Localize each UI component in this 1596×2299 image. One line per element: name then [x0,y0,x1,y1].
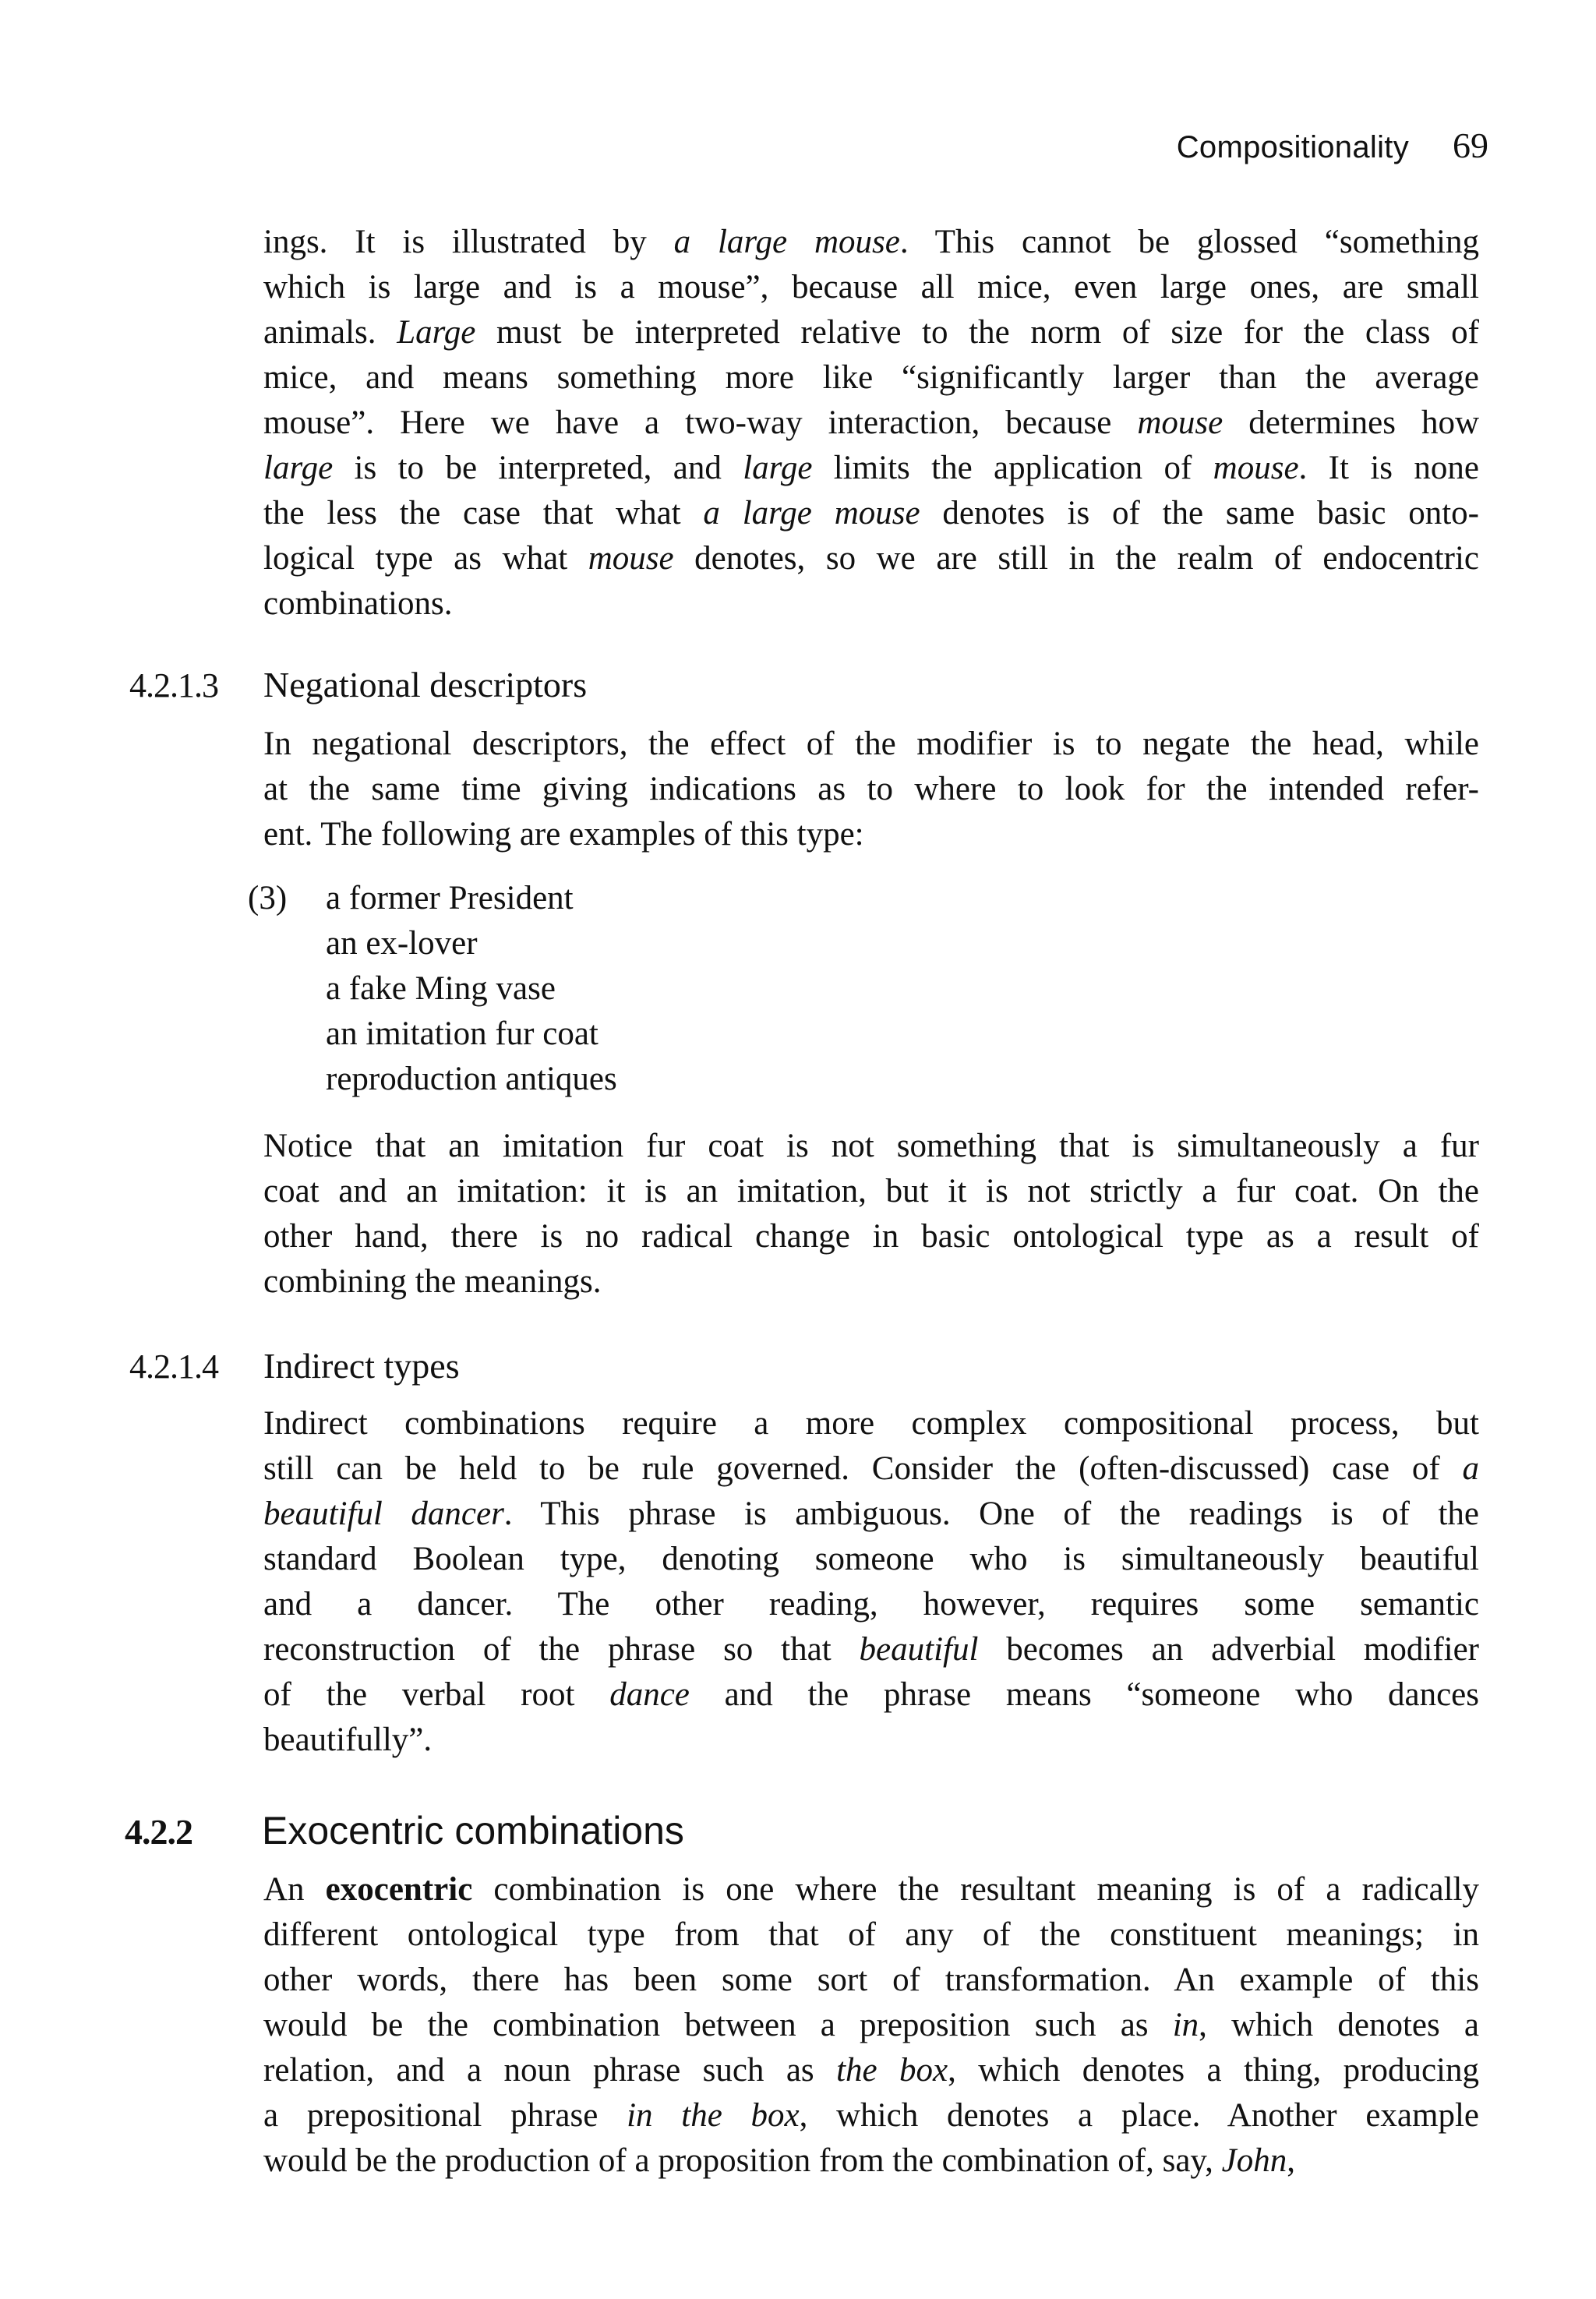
example-number: (3) [248,880,288,916]
italic-term: a large mouse [703,495,920,531]
italic-term: John [1221,2142,1287,2179]
section-heading-exocentric-combinations [125,1808,684,1853]
paragraph-indirect-combinations [263,1401,1479,1763]
italic-term: beautiful dancer [263,1496,504,1532]
text-line: mouse”. Here we have a two-way interaction, because mouse determines how [263,404,1479,441]
text-line: coat and an imitation: it is an imitation, but it is not strictly a fur coat. On the [263,1173,1479,1210]
text-line: of the verbal root dance and the phrase means “someone who dances [263,1676,1479,1713]
text-line: Indirect combinations require a more complex compositional process, but [263,1405,1479,1442]
paragraph-large-mouse [263,220,1479,627]
paragraph-exocentric [263,1867,1479,2184]
italic-term: Large [397,314,476,351]
example-item: reproduction antiques [326,1061,617,1097]
text-line: which is large and is a mouse”, because all mice, even large ones, are small [263,269,1479,305]
text-line: ings. It is illustrated by a large mouse. This cannot be glossed “something [263,224,1479,260]
text-line: other words, there has been some sort of transformation. An example of this [263,1962,1479,1998]
page-number: 69 [1453,125,1488,165]
italic-term: dance [609,1676,690,1713]
section-heading-indirect-types [129,1345,460,1386]
paragraph-negational-intro [263,722,1479,857]
italic-term: large [263,450,334,486]
text-line: still can be held to be rule governed. Consider the (often-discussed) case of a [263,1450,1479,1487]
text-line: In negational descriptors, the effect of the modifier is to negate the head, while [263,726,1479,762]
text-line: beautifully”. [263,1722,433,1758]
example-item: a former President [326,880,574,916]
text-line: An exocentric combination is one where the resultant meaning is of a radically [263,1871,1479,1908]
example-item: a fake Ming vase [326,970,556,1007]
running-title: Compositionality [1176,130,1409,164]
text-line: standard Boolean type, denoting someone who is simultaneously beautiful [263,1541,1479,1577]
text-line: different ontological type from that of any of the constituent meanings; in [263,1916,1479,1953]
text-line: combinations. [263,585,453,622]
italic-term: large [743,450,813,486]
text-line: logical type as what mouse denotes, so we are still in the realm of endocentric [263,540,1479,577]
section-title: Indirect types [263,1346,460,1386]
section-heading-negational-descriptors [129,664,587,705]
text-line: and a dancer. The other reading, however, requires some semantic [263,1586,1479,1623]
text-line: at the same time giving indications as to where to look for the intended refer- [263,771,1479,807]
section-number: 4.2.1.3 [129,666,218,705]
italic-term: beautiful [859,1631,979,1668]
example-item: an ex-lover [326,925,478,962]
text-line: would be the production of a proposition from the combination of, say, John, [263,2142,1295,2179]
italic-term: a [1462,1450,1479,1487]
bold-term: exocentric [325,1871,473,1908]
italic-term: a large mouse [673,224,900,260]
text-line: ent. The following are examples of this type: [263,816,864,853]
text-line: relation, and a noun phrase such as the box, which denotes a thing, producing [263,2052,1479,2089]
text-line: a prepositional phrase in the box, which denotes a place. Another example [263,2097,1479,2134]
section-title: Exocentric combinations [262,1809,684,1852]
section-number: 4.2.2 [125,1812,192,1852]
italic-term: mouse [1213,450,1299,486]
section-title: Negational descriptors [263,665,588,705]
paragraph-imitation-fur-coat [263,1124,1479,1305]
example-item: an imitation fur coat [326,1015,598,1052]
italic-term: mouse [588,540,674,577]
text-line: other hand, there is no radical change in basic ontological type as a result of [263,1218,1479,1255]
text-line: the less the case that what a large mouse denotes is of the same basic onto- [263,495,1480,531]
text-line: large is to be interpreted, and large limits the application of mouse. It is none [263,450,1479,486]
section-number: 4.2.1.4 [129,1347,218,1386]
italic-term: mouse [1137,404,1223,441]
text-line: Notice that an imitation fur coat is not something that is simultaneously a fur [263,1128,1479,1164]
text-line: would be the combination between a preposition such as in, which denotes a [263,2007,1479,2043]
text-line: mice, and means something more like “significantly larger than the average [263,359,1479,396]
text-line: animals. Large must be interpreted relative to the norm of size for the class of [263,314,1480,351]
text-line: beautiful dancer. This phrase is ambiguous. One of the readings is of the [263,1496,1479,1532]
running-head [1060,125,1488,166]
example-list [326,876,617,1102]
italic-term: the box [836,2052,948,2089]
italic-term: in the box [627,2097,800,2134]
text-line: reconstruction of the phrase so that beautiful becomes an adverbial modifier [263,1631,1479,1668]
italic-term: in [1172,2007,1199,2043]
text-line: combining the meanings. [263,1263,602,1300]
